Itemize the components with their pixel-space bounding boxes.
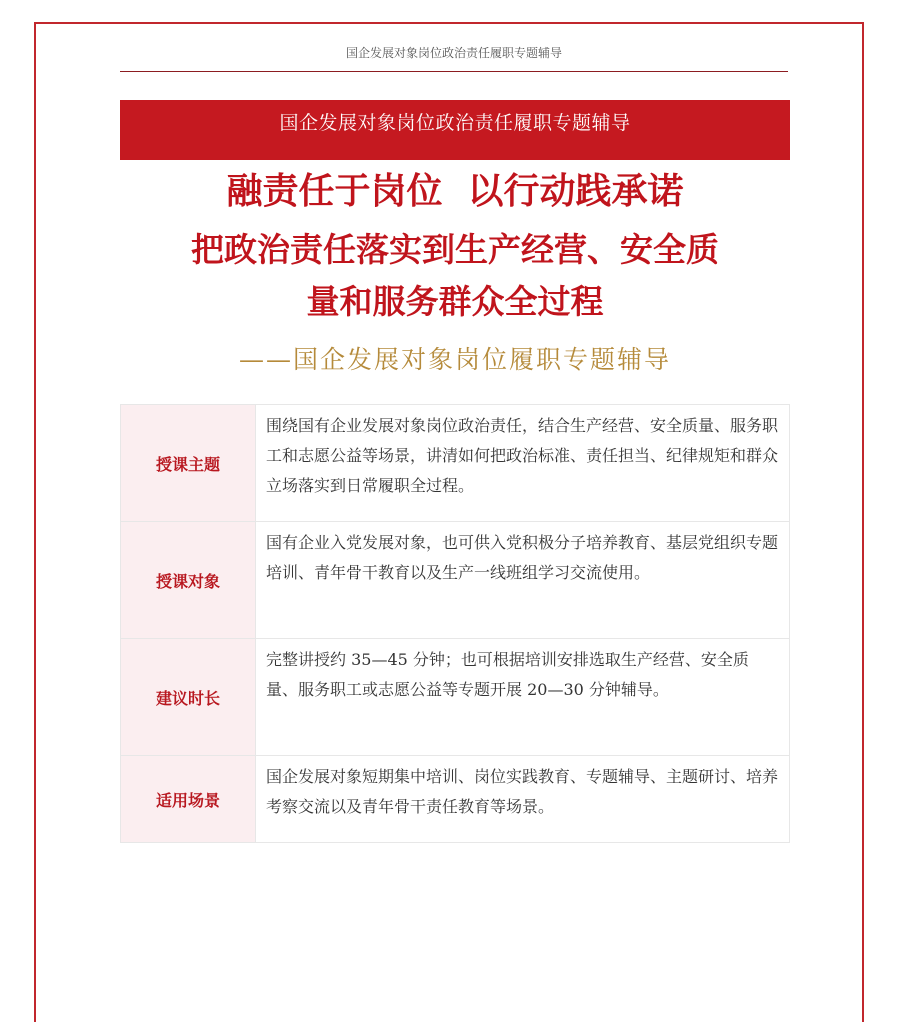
row-content: 围绕国有企业发展对象岗位政治责任，结合生产经营、安全质量、服务职工和志愿公益等场景，讲清如何把政治标准、责任担当、纪律规矩和群众立场落实到日常履职全过程。	[256, 405, 790, 522]
row-content: 国有企业入党发展对象，也可供入党积极分子培养教育、基层党组织专题培训、青年骨干教育以及生产一线班组学习交流使用。	[256, 522, 790, 639]
running-head: 国企发展对象岗位政治责任履职专题辅导	[345, 46, 562, 60]
row-label: 建议时长	[121, 639, 256, 756]
course-info-table	[120, 404, 790, 843]
table-row	[121, 756, 790, 843]
table-row	[121, 639, 790, 756]
subtitle: ——国企发展对象岗位履职专题辅导	[238, 345, 671, 374]
row-content: 完整讲授约 35—45 分钟；也可根据培训安排选取生产经营、安全质量、服务职工或志愿公益等专题开展 20—30 分钟辅导。	[256, 639, 790, 756]
title-line-2: 把政治责任落实到生产经营、安全质	[191, 230, 719, 269]
title-banner: 国企发展对象岗位政治责任履职专题辅导	[120, 100, 790, 160]
table-row	[121, 405, 790, 522]
row-label: 授课对象	[121, 522, 256, 639]
title-line-1: 融责任于岗位 以行动践承诺	[226, 171, 684, 212]
table-row	[121, 522, 790, 639]
row-label: 授课主题	[121, 405, 256, 522]
title-line-3: 量和服务群众全过程	[306, 282, 604, 321]
row-content: 国企发展对象短期集中培训、岗位实践教育、专题辅导、主题研讨、培养考察交流以及青年骨干责任教育等场景。	[256, 756, 790, 843]
row-label: 适用场景	[121, 756, 256, 843]
header-rule	[120, 71, 788, 72]
